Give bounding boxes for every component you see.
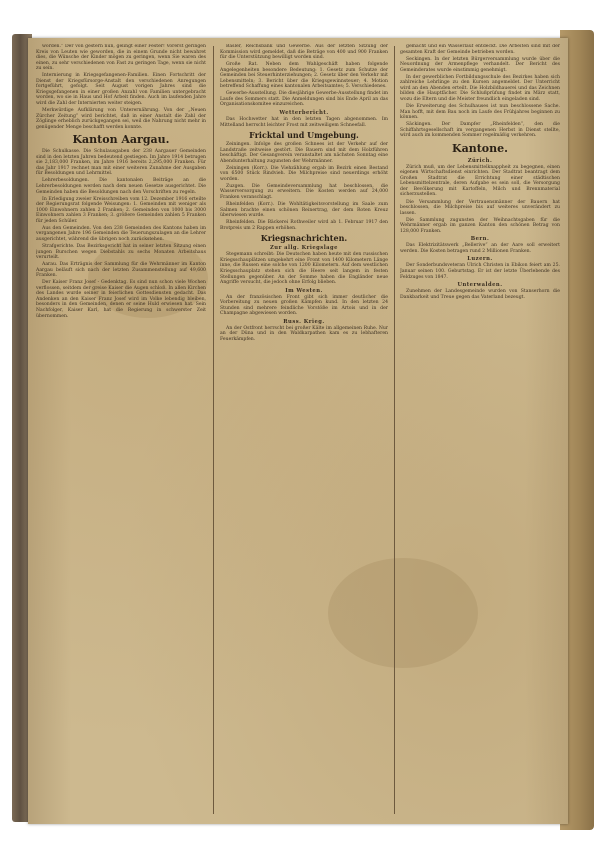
newspaper-page (28, 38, 568, 824)
article-paragraph: gemacht und ein Wasserlauf entdeckt. Die Arbeiten sind mit der gesamten Kraft der Gemeinde betrieben worden. (400, 44, 560, 55)
article-paragraph: Merkwürdige Aufklärung von Unterernährung. Von der „Neuen Zürcher Zeitung“ wird berichtet, daß in einer Anstalt die Zahl der Zöglinge erheblich zurückgegangen sei, weil die Nahrung nicht mehr in genügender Menge beschafft werden konnte. (36, 108, 206, 130)
article-paragraph: Zürich muß, um der Lebensmittelknappheit zu begegnen, einen eigenen Wirtschaftsdienst einrichten. Der Stadtrat beantragt dem Großen Stadtrat die Errichtung einer städtischen Lebensmittelzentrale, deren Aufgabe es sein soll, die Versorgung der Bevölkerung mit Kartoffeln, Milch und Brennmaterial sicherzustellen. (400, 164, 560, 198)
section-heading: Luzern. (467, 256, 493, 263)
column-rule (213, 46, 214, 814)
article-paragraph: Das Hochwetter hat in den letzten Tagen abgenommen. Im Mittelland herrscht leichter Frost mit zeitweiligem Schneefall. (220, 117, 388, 128)
article-paragraph: Die Schulkasse. Die Schulausgaben der 238 Aargauer Gemeinden sind in den letzten Jahren bedeutend gestiegen. Im Jahre 1914 betrugen sie 2,183,000 Franken, im Jahre 1916 bereits 2,295,000 Franken. Für das Jahr 1917 rechnet man mit einer weiteren Zunahme der Ausgaben für Besoldungen und Lehrmittel. (36, 149, 206, 177)
article-paragraph: Basler, Reichsbank und Gewerbe. Aus der letzten Sitzung der Kommission wird gemeldet, daß die Beträge von 400 und 900 Franken für die Unterstützung bewilligt worden sind. (220, 44, 388, 61)
article-paragraph: An der französischen Front gibt sich immer deutlicher die Vorbereitung zu neuen großen Kämpfen kund. In den letzten 24 Stunden sind mehrere feindliche Vorstöße im Artois und in der Champagne abgewiesen worden. (220, 294, 388, 317)
article-paragraph: An der Ostfront herrscht bei großer Kälte im allgemeinen Ruhe. Nur an der Düna und in den Waldkarpathen kam es zu lebhafteren Feuerkämpfen. (220, 325, 388, 342)
section-heading: Wetterbericht. (279, 110, 329, 117)
column-right (400, 44, 560, 816)
article-paragraph: Seckingen. In der letzten Bürgerversammlung wurde über die Neuordnung der Armenpflege verhandelt. Der Bericht des Gemeinderates wurde einstimmig genehmigt. (400, 56, 560, 73)
article-paragraph: Große Rat. Neben dem Wahlgeschäft haben folgende Angelegenheiten besondere Bedeutung: 1. Gesetz zum Schutze der Gemeinden bei Steuerhinterziehungen; 2. Gesetz über den Verkehr mit Lebensmitteln; 3. Bericht über die Kriegsgewinnsteuer; 4. Motion betreffend Schaffung eines kantonalen Arbeitsamtes; 5. Verschiedenes. (220, 62, 388, 90)
article-paragraph: Strafgerichte. Das Bezirksgericht hat in seiner letzten Sitzung einen jungen Burschen wegen Diebstahls zu sechs Monaten Arbeitshaus verurteilt. (36, 243, 206, 261)
article-paragraph: Gewerbe-Ausstellung. Die diesjährige Gewerbe-Ausstellung findet im Laufe des Sommers statt. Die Anmeldungen sind bis Ende April an das Organisationskomitee einzureichen. (220, 91, 388, 108)
article-paragraph: Zeiningen. Infolge des großen Schnees ist der Verkehr auf der Landstraße zeitweise gestört. Die Bauern sind mit dem Holzführen beschäftigt. Der Gesangverein veranstaltet am nächsten Sonntag eine Abendunterhaltung zugunsten der Wehrmänner. (220, 142, 388, 164)
article-paragraph: Zeiningen (Korr.). Die Viehzählung ergab im Bezirk einen Bestand von 6500 Stück Rindvieh. Die Milchpreise sind neuerdings erhöht worden. (220, 165, 388, 182)
article-paragraph: Die Sammlung zugunsten der Weihnachtsgaben für die Wehrmänner ergab im ganzen Kanton den schönen Betrag von 128,000 Franken. (400, 217, 560, 234)
article-paragraph: Die Versammlung der Vertrauensmänner der Bauern hat beschlossen, die Milchpreise bis auf weiteres unverändert zu lassen. (400, 199, 560, 216)
section-heading: Im Westen. (285, 287, 323, 294)
column-rule (394, 46, 395, 814)
article-paragraph: Rheinfelden. Die Bäckerei Rothweiler wird ab 1. Februar 1917 den Brotpreis um 2 Rappen erhöhen. (220, 220, 388, 231)
section-heading: Fricktal und Umgebung. (249, 130, 359, 141)
article-paragraph: Säckingen. Der Dampfer „Rheinfelden“, den die Schiffahrtsgesellschaft im vergangenen Herbst in Dienst stellte, wird auch im kommenden Sommer regelmäßig verkehren. (400, 122, 560, 139)
article-paragraph: Der Kaiser Franz Josef - Gedenktag. Es sind nun schon viele Wochen verflossen, seitdem der greise Kaiser die Augen schloß. In allen Kirchen des Landes wurde seiner in feierlichen Gottesdiensten gedacht. Das Andenken an den Kaiser Franz Josef wird im Volke lebendig bleiben, besonders in den Gemeinden, denen er seine Huld erwiesen hat. Sein Nachfolger, Kaiser Karl, hat die Regierung in schwerster Zeit übernommen. (36, 280, 206, 319)
section-heading: Russ. Krieg. (283, 318, 325, 325)
section-heading: Unterwalden. (457, 282, 503, 289)
article-paragraph: Internierung in Kriegsgefangenen-Familien. Einen Fortschritt der Dienst der Kriegsfürsorge-Anstalt den verschiedenen Anregungen fortgeführt, gefolgt. Seit August vorigen Jahres sind die Kriegsgefangenen in einer großen Anzahl von Familien untergebracht worden, wo sie in Haus und Hof Arbeit finden. Auch im laufenden Jahre wird die Zahl der Internierten weiter steigen. (36, 73, 206, 106)
section-heading: Kantone. (452, 141, 508, 155)
section-heading: Kriegsnachrichten. (260, 233, 348, 244)
article-paragraph: Stegemann schreibt: Die Deutschen haben heute mit den russischen Kriegsschauplätzen umgekehrt eine Front von 1400 Kilometern Länge inne, die Russen eine solche von 1200 Kilometern. Auf dem westlichen Kriegsschauplatz stehen sich die Heere seit langem in festen Stellungen gegenüber. An der Somme haben die Engländer neue Angriffe versucht, die jedoch ohne Erfolg blieben. (220, 252, 388, 286)
article-paragraph: Zunehmen der Landesgemeinde wurden von Stanserhorn die Dankbarkeit und Treue gegen das Vaterland bezeugt. (400, 289, 560, 300)
article-paragraph: Aus den Gemeinden. Von den 238 Gemeinden des Kantons haben im vergangenen Jahre 196 Gemeinden die Teuerungszulagen an die Lehrer ausgerichtet, während die übrigen noch zurückstehen. (36, 225, 206, 242)
section-heading: Bern. (470, 236, 490, 243)
article-paragraph: In der gewerblichen Fortbildungsschule des Bezirkes haben sich zahlreiche Lehrlinge zu den Kursen angemeldet. Der Unterricht wird an den Abenden erteilt. Die Holzbildhauerei und das Zeichnen bilden die Hauptfächer. Die Schlußprüfung findet im März statt, wozu die Eltern und die Meister freundlich eingeladen sind. (400, 74, 560, 102)
article-paragraph: In Erledigung zweier Kreisschreiben vom 12. Dezember 1916 erteilte der Regierungsrat folgende Weisungen: 1. Gemeinden mit weniger als 1000 Einwohnern zahlen 2 Franken; 2. Gemeinden von 1000 bis 3000 Einwohnern zahlen 3 Franken; 3. größere Gemeinden zahlen 5 Franken für jeden Schüler. (36, 196, 206, 224)
article-paragraph: Der Sonderbundsveteran Ulrich Christen in Ebikon feiert am 25. Januar seinen 100. Geburtstag. Er ist der letzte Überlebende des Feldzuges von 1847. (400, 263, 560, 280)
article-paragraph: Lehrerbesoldungen. Die kantonalen Beiträge an die Lehrerbesoldungen werden nach dem neuen Gesetze ausgerichtet. Die Gemeinden haben die Besoldungen nach den Vorschriften zu regeln. (36, 178, 206, 195)
section-heading: Zürich. (467, 157, 493, 164)
column-left (36, 44, 206, 816)
section-heading: Zur allg. Kriegslage (270, 245, 338, 252)
article-paragraph: worden.“ Der von gestern nun, gelingt einer Fester! Vorerst geringen Kreis von Leuten wie geworden, die in einem Grunde nicht bewahret dies, die Wünsche der Kinder mögen zu geringen, wenn Sie waren des einen, zu sehr verschiedenen von Fast zu geringen Tage, wenn sie nicht zu sein. (36, 44, 206, 72)
article-paragraph: Die Erweiterung des Schulhauses ist nun beschlossene Sache. Man hofft, mit dem Bau noch im Laufe des Frühjahres beginnen zu können. (400, 103, 560, 121)
section-heading: Kanton Aargau. (72, 133, 170, 147)
article-paragraph: Zuzgen. Die Gemeindeversammlung hat beschlossen, die Wasserversorgung zu erweitern. Die Kosten werden auf 24,000 Franken veranschlagt. (220, 183, 388, 201)
column-middle (220, 44, 388, 816)
article-paragraph: Aarau. Das Erträgnis der Sammlung für die Wehrmänner im Kanton Aargau beläuft sich nach der letzten Zusammenstellung auf 49,600 Franken. (36, 262, 206, 279)
article-paragraph: Das Elektrizitätswerk „Bellerive“ an der Aare soll erweitert werden. Die Kosten betragen rund 2 Millionen Franken. (400, 243, 560, 254)
article-paragraph: Rheinfelden (Korr.). Die Wohltätigkeitsvorstellung im Saale zum Salmen brachte einen schönen Reinertrag, der dem Roten Kreuz überwiesen wurde. (220, 202, 388, 219)
